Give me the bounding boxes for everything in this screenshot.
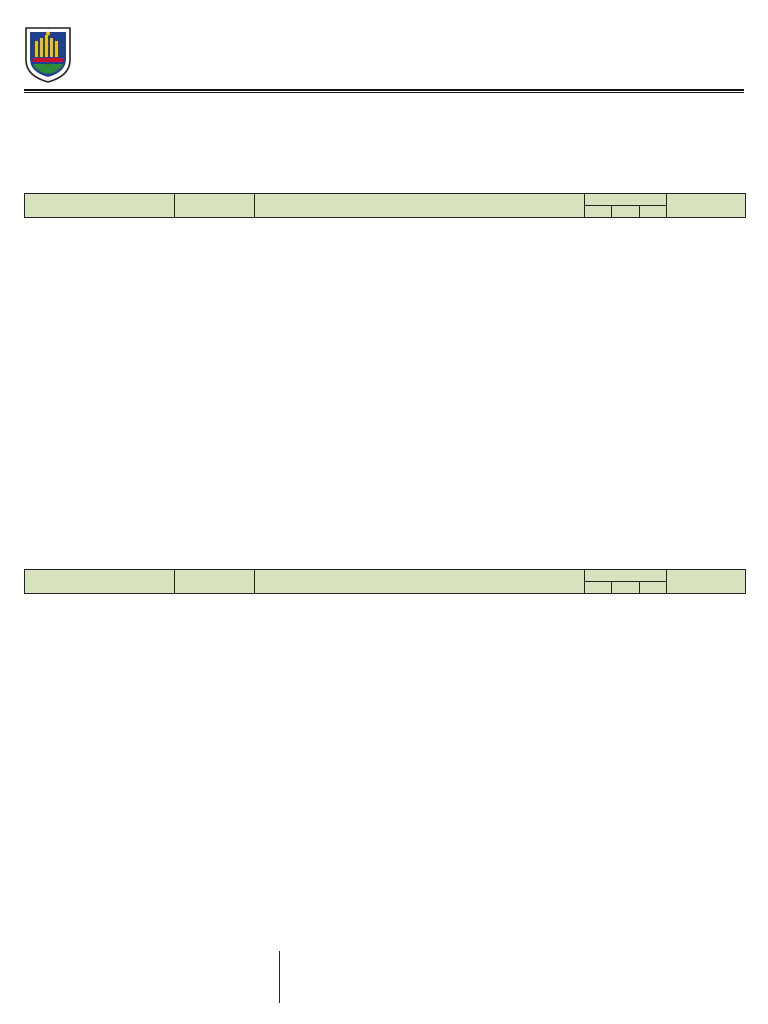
identity-label [511, 144, 593, 156]
legend-item [486, 977, 536, 989]
bullet-icon [283, 977, 299, 989]
legend-item [283, 953, 334, 965]
header-materi-pokok [175, 570, 255, 594]
identity-block-left [24, 144, 122, 180]
letterhead-rule-thin [24, 92, 744, 93]
identity-row [24, 168, 122, 180]
header-l3 [640, 582, 667, 594]
identity-row [511, 156, 593, 168]
header-kompetensi-dasar [25, 194, 175, 218]
header-indikator [255, 194, 585, 218]
legend-item [24, 977, 110, 989]
legend-item [24, 953, 110, 965]
identity-label [24, 144, 122, 156]
bullet-icon [486, 965, 502, 977]
grid-table-page-2 [24, 569, 746, 594]
identity-label [511, 168, 593, 180]
header-level-kognitif [585, 570, 667, 582]
header-l3 [640, 206, 667, 218]
legend-divider [279, 951, 280, 1003]
identity-block-right [511, 144, 593, 180]
identity-row [511, 168, 593, 180]
letterhead-rule-thick [24, 89, 744, 91]
identity-label [24, 156, 122, 168]
identity-label [511, 156, 593, 168]
legend-bentuk-soal [283, 953, 334, 989]
regency-crest-icon [23, 26, 73, 84]
bullet-icon [486, 977, 502, 989]
header-materi-pokok [175, 194, 255, 218]
header-indikator [255, 570, 585, 594]
header-l1 [585, 206, 612, 218]
legend-item [486, 965, 536, 977]
legend-bentuk-soal-2 [486, 965, 536, 989]
header-bentuk-soal [667, 194, 746, 218]
header-kompetensi-dasar [25, 570, 175, 594]
header-level-kognitif [585, 194, 667, 206]
bullet-icon [283, 965, 299, 977]
bullet-icon [24, 977, 40, 989]
identity-row [24, 144, 122, 156]
identity-row [511, 144, 593, 156]
legend-level-kognitif [24, 953, 110, 989]
identity-label [24, 168, 122, 180]
bullet-icon [283, 953, 299, 965]
grid-table-page-1 [24, 193, 746, 218]
identity-row [24, 156, 122, 168]
legend-item [283, 965, 334, 977]
header-bentuk-soal [667, 570, 746, 594]
header-l1 [585, 582, 612, 594]
header-l2 [612, 582, 640, 594]
legend-item [24, 965, 110, 977]
legend-item [283, 977, 334, 989]
bullet-icon [24, 965, 40, 977]
header-l2 [612, 206, 640, 218]
bullet-icon [24, 953, 40, 965]
